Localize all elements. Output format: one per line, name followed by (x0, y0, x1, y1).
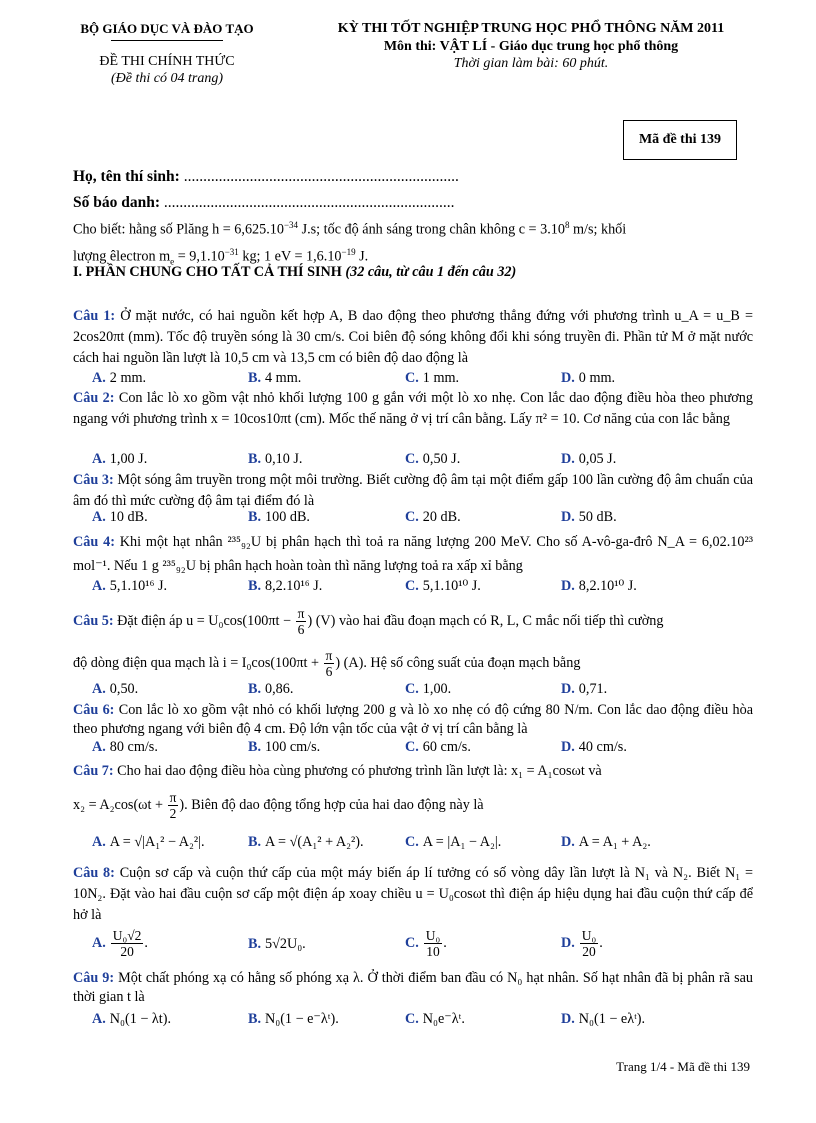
question-text-cont: ) (V) vào hai đầu đoạn mạch có R, L, C mắc nối tiếp thì cường (307, 612, 664, 629)
q1-option-d[interactable] (561, 370, 615, 387)
option-letter: D. (561, 578, 575, 594)
option-letter: D. (561, 1011, 575, 1027)
q5-option-b[interactable] (248, 681, 293, 698)
question-7 (73, 761, 753, 782)
question-number: Câu 4: (73, 534, 115, 550)
given-text-7: J. (355, 248, 369, 265)
question-text: Cuộn sơ cấp và cuộn thứ cấp của một máy biến áp lí tưởng có số vòng dây lần lượt là N₁ và N₂. Biết N₁ = 10N₂. Đặt vào hai đầu cuộn sơ cấp một điện áp xoay chiều u = U₀cosωt thì điện áp hiệu dụng hai đầu cuộn thứ cấp để hở là (73, 865, 753, 923)
question-text-line2: x₂ = A₂cos(ωt + (73, 796, 167, 813)
q1-option-a[interactable] (92, 370, 146, 387)
q4-option-c[interactable] (405, 578, 481, 595)
question-6 (73, 701, 753, 739)
exam-title: KỲ THI TỐT NGHIỆP TRUNG HỌC PHỔ THÔNG NĂM 2011 (337, 21, 725, 36)
option-letter: A. (92, 834, 106, 850)
question-number: Câu 3: (73, 472, 114, 488)
q9-option-b[interactable] (248, 1011, 339, 1028)
question-number: Câu 2: (73, 390, 115, 406)
question-text: Cho hai dao động điều hòa cùng phương có phương trình lần lượt là: x₁ = A₁cosωt và (113, 763, 602, 779)
question-number: Câu 7: (73, 763, 114, 779)
option-text: 20 dB. (422, 509, 461, 525)
given-text-6: kg; 1 eV = 1,6.10 (238, 248, 342, 265)
given-exp-3: −31 (224, 246, 239, 257)
option-letter: A. (92, 509, 106, 525)
question-number: Câu 5: (73, 612, 114, 629)
given-text-2: J.s; tốc độ ánh sáng trong chân không c = 3.10 (298, 221, 565, 238)
option-fraction (424, 928, 442, 959)
option-text: A = √(A₁² + A₂²). (265, 834, 364, 850)
option-text: 0,50. (109, 681, 139, 697)
page-footer: Trang 1/4 - Mã đề thi 139 (616, 1059, 750, 1074)
q3-option-b[interactable] (248, 509, 310, 526)
q4-option-a[interactable] (92, 578, 167, 595)
option-letter: B. (248, 681, 262, 697)
option-letter: B. (248, 1011, 262, 1027)
exam-code-box: Mã đề thi 139 (623, 120, 737, 160)
option-fraction (580, 928, 598, 959)
time-limit: Thời gian làm bài: 60 phút. (453, 56, 609, 71)
option-text: 80 cm/s. (109, 739, 158, 755)
q8-option-b[interactable] (248, 936, 306, 953)
option-letter: C. (405, 934, 419, 951)
option-letter: A. (92, 370, 106, 386)
option-text: 0 mm. (578, 370, 616, 386)
q5-option-d[interactable] (561, 681, 607, 698)
given-text-3: m/s; khối (569, 221, 627, 238)
candidate-id-field (73, 194, 455, 212)
option-text: A = |A₁ − A₂|. (422, 834, 502, 850)
q4-option-d[interactable] (561, 578, 637, 595)
question-text: Con lắc lò xo gồm vật nhỏ có khối lượng 200 g và lò xo nhẹ có độ cứng 80 N/m. Con lắc dao động điều hòa theo phương ngang với biên độ 4 cm. Độ lớn vận tốc của vật ở vị trí cân bằng là (73, 702, 753, 737)
ministry-name: BỘ GIÁO DỤC VÀ ĐÀO TẠO (80, 21, 254, 36)
q9-option-d[interactable] (561, 1011, 645, 1028)
q5-option-c[interactable] (405, 681, 451, 698)
option-text: A = A₁ + A₂. (578, 834, 651, 850)
q9-option-c[interactable] (405, 1011, 465, 1028)
option-text: A = √|A₁² − A₂²|. (109, 834, 205, 850)
option-text: 5√2U₀. (265, 936, 306, 952)
option-text: 8,2.10¹⁰ J. (578, 578, 637, 594)
question-text: Ở mặt nước, có hai nguồn kết hợp A, B dao động theo phương thẳng đứng với phương trình u_A = u_B = 2cos20πt (mm). Tốc độ truyền sóng là 30 cm/s. Coi biên độ sóng không đổi khi sóng truyền đi. Phần tử M ở mặt nước cách hai nguồn lần lượt là 10,5 cm và 13,5 cm có biên độ dao động là (73, 308, 753, 366)
header-right (296, 20, 766, 72)
question-5 (73, 606, 753, 637)
option-letter: C. (405, 1011, 419, 1027)
question-4 (73, 530, 753, 578)
question-text: Con lắc lò xo gồm vật nhỏ khối lượng 100 g gắn với một lò xo nhẹ. Con lắc dao động điều hòa theo phương ngang với phương trình x = 10cos10πt (cm). Mốc thế năng ở vị trí cân bằng. Lấy π² = 10. Cơ năng của con lắc bằng (73, 390, 753, 427)
q1-option-c[interactable] (405, 370, 459, 387)
question-3 (73, 470, 753, 512)
option-text: 0,86. (265, 681, 294, 697)
option-letter: C. (405, 834, 419, 850)
fraction-numerator: π (169, 790, 177, 805)
question-text-line2-cont: ) (A). Hệ số công suất của đoạn mạch bằng (335, 654, 581, 671)
option-letter: B. (248, 451, 262, 467)
candidate-name-field (73, 168, 459, 186)
option-text: 1 mm. (422, 370, 460, 386)
q7-option-a[interactable] (92, 834, 205, 851)
fraction-denominator: 20 (582, 944, 596, 959)
q7-option-c[interactable] (405, 834, 501, 851)
option-text: 100 dB. (265, 509, 310, 525)
option-letter: A. (92, 739, 106, 755)
candidate-id-dots: ........................................................................... (160, 194, 455, 211)
question-7-line2 (73, 790, 753, 821)
fraction-numerator: U₀ (425, 928, 441, 943)
option-letter: A. (92, 578, 106, 594)
question-number: Câu 1: (73, 308, 116, 324)
fraction-numerator: π (297, 606, 305, 621)
option-letter: A. (92, 934, 106, 951)
option-letter: C. (405, 451, 419, 467)
fraction-numerator: U₀√2 (112, 928, 142, 943)
candidate-name-dots: ....................................................................... (179, 168, 459, 185)
q2-option-b[interactable] (248, 451, 302, 468)
q8-option-c[interactable]: C. $\frac{\text{U₀}}{10}$ . (405, 928, 447, 959)
question-9 (73, 969, 753, 1007)
given-sub-e: e (170, 256, 175, 267)
option-letter: B. (248, 578, 262, 594)
q3-option-a[interactable] (92, 509, 148, 526)
option-letter: B. (248, 936, 262, 952)
fraction-numerator: π (325, 648, 333, 663)
option-text: 100 cm/s. (265, 739, 321, 755)
option-letter: D. (561, 739, 575, 755)
q8-option-d[interactable]: D. $\frac{\text{U₀}}{20}$ . (561, 928, 603, 959)
option-letter: C. (405, 578, 419, 594)
pi-over-6-fraction (296, 606, 307, 637)
option-text: 10 dB. (109, 509, 148, 525)
option-text: 1,00. (422, 681, 452, 697)
q6-option-a[interactable] (92, 739, 158, 756)
option-letter: D. (561, 370, 575, 386)
q6-option-b[interactable] (248, 739, 320, 756)
fraction-denominator: 2 (169, 806, 177, 821)
section-title: I. PHẦN CHUNG CHO TẤT CẢ THÍ SINH (73, 264, 342, 280)
option-text: 4 mm. (265, 370, 302, 386)
option-text: 1,00 J. (109, 451, 148, 467)
option-text: 8,2.10¹⁶ J. (265, 578, 323, 594)
section-note: (32 câu, từ câu 1 đến câu 32) (341, 264, 517, 280)
q9-option-a[interactable] (92, 1011, 171, 1028)
option-letter: D. (561, 934, 575, 951)
option-letter: D. (561, 509, 575, 525)
q2-option-c[interactable] (405, 451, 460, 468)
section-heading (73, 264, 516, 281)
q6-option-c[interactable] (405, 739, 471, 756)
option-text: 0,05 J. (578, 451, 617, 467)
q5-option-a[interactable] (92, 681, 138, 698)
q1-option-b[interactable] (248, 370, 301, 387)
q7-option-d[interactable] (561, 834, 651, 851)
q8-option-a[interactable]: A. $\frac{\text{U₀√2}}{20}$ . (92, 928, 148, 959)
official-label: ĐỀ THI CHÍNH THỨC (99, 54, 235, 69)
question-2 (73, 388, 753, 430)
q2-option-a[interactable] (92, 451, 147, 468)
option-letter: C. (405, 681, 419, 697)
q2-option-d[interactable] (561, 451, 616, 468)
q3-option-d[interactable] (561, 509, 617, 526)
header-left (72, 20, 262, 87)
fraction-denominator: 6 (325, 664, 333, 679)
fraction-denominator: 20 (120, 944, 134, 959)
pi-over-2-fraction (168, 790, 179, 821)
option-letter: B. (248, 370, 262, 386)
subject-line: Môn thi: VẬT LÍ - Giáo dục trung học phổ thông (383, 39, 679, 54)
question-5-line2 (73, 648, 753, 679)
option-letter: D. (561, 681, 575, 697)
question-text-line2-cont: ). Biên độ dao động tổng hợp của hai dao động này là (179, 796, 484, 813)
pi-over-6-fraction (324, 648, 335, 679)
option-text: 0,71. (578, 681, 608, 697)
option-letter: A. (92, 681, 106, 697)
option-text: 0,50 J. (422, 451, 461, 467)
page-count-note: (Đề thi có 04 trang) (111, 71, 223, 86)
option-text: N₀(1 − λt). (109, 1011, 171, 1027)
option-letter: D. (561, 451, 575, 467)
option-letter: C. (405, 739, 419, 755)
option-letter: B. (248, 834, 262, 850)
option-letter: C. (405, 509, 419, 525)
given-exp-2: 8 (564, 220, 570, 230)
option-letter: C. (405, 370, 419, 386)
fraction-denominator: 6 (297, 622, 305, 637)
question-number: Câu 9: (73, 970, 115, 986)
option-text: N₀(1 − eλᵗ). (578, 1011, 646, 1027)
question-number: Câu 6: (73, 702, 115, 718)
question-number: Câu 8: (73, 865, 115, 881)
question-1 (73, 306, 753, 369)
question-text: Đặt điện áp u = U₀cos(100πt − (113, 612, 295, 629)
option-text: 60 cm/s. (422, 739, 471, 755)
q3-option-c[interactable] (405, 509, 461, 526)
option-text: N₀e⁻λᵗ. (422, 1011, 465, 1027)
option-text: 2 mm. (109, 370, 147, 386)
question-text: Một chất phóng xạ có hằng số phóng xạ λ. Ở thời điểm ban đầu có N₀ hạt nhân. Số hạt nhân đã bị phân rã sau thời gian t là (73, 970, 753, 1005)
header-divider (111, 40, 223, 41)
fraction-denominator: 10 (426, 944, 440, 959)
given-exp-1: −34 (283, 220, 299, 230)
option-text: 40 cm/s. (578, 739, 627, 755)
question-text: Khi một hạt nhân ²³⁵₉₂U bị phân hạch thì toả ra năng lượng 200 MeV. Cho số A-vô-ga-đrô N_A = 6,02.10²³ mol⁻¹. Nếu 1 g ²³⁵₉₂U bị phân hạch hoàn toàn thì năng lượng toả ra xấp xỉ bằng (73, 534, 753, 574)
given-text-1: Cho biết: hằng số Plăng h = 6,625.10 (73, 221, 284, 238)
option-letter: D. (561, 834, 575, 850)
given-text-4: lượng êlectron m (73, 248, 171, 265)
given-exp-4: −19 (341, 246, 356, 257)
question-8 (73, 863, 753, 926)
candidate-name-label: Họ, tên thí sinh: (73, 168, 180, 185)
option-letter: A. (92, 1011, 106, 1027)
question-text: Một sóng âm truyền trong một môi trường. Biết cường độ âm tại một điểm gấp 100 lần cường độ âm chuẩn của âm đó thì mức cường độ âm tại điểm đó là (73, 472, 753, 509)
option-text: 50 dB. (578, 509, 617, 525)
question-text-line2: độ dòng điện qua mạch là i = I₀cos(100πt + (73, 654, 323, 671)
q6-option-d[interactable] (561, 739, 627, 756)
q4-option-b[interactable] (248, 578, 322, 595)
option-letter: A. (92, 451, 106, 467)
given-text-5: = 9,1.10 (174, 248, 225, 265)
option-letter: B. (248, 739, 262, 755)
option-letter: B. (248, 509, 262, 525)
option-fraction (111, 928, 144, 959)
option-text: 5,1.10¹⁶ J. (109, 578, 168, 594)
candidate-id-label: Số báo danh: (73, 194, 161, 211)
q7-option-b[interactable] (248, 834, 364, 851)
option-text: 5,1.10¹⁰ J. (422, 578, 481, 594)
fraction-numerator: U₀ (581, 928, 597, 943)
option-text: 0,10 J. (265, 451, 303, 467)
option-text: N₀(1 − e⁻λᵗ). (265, 1011, 339, 1027)
